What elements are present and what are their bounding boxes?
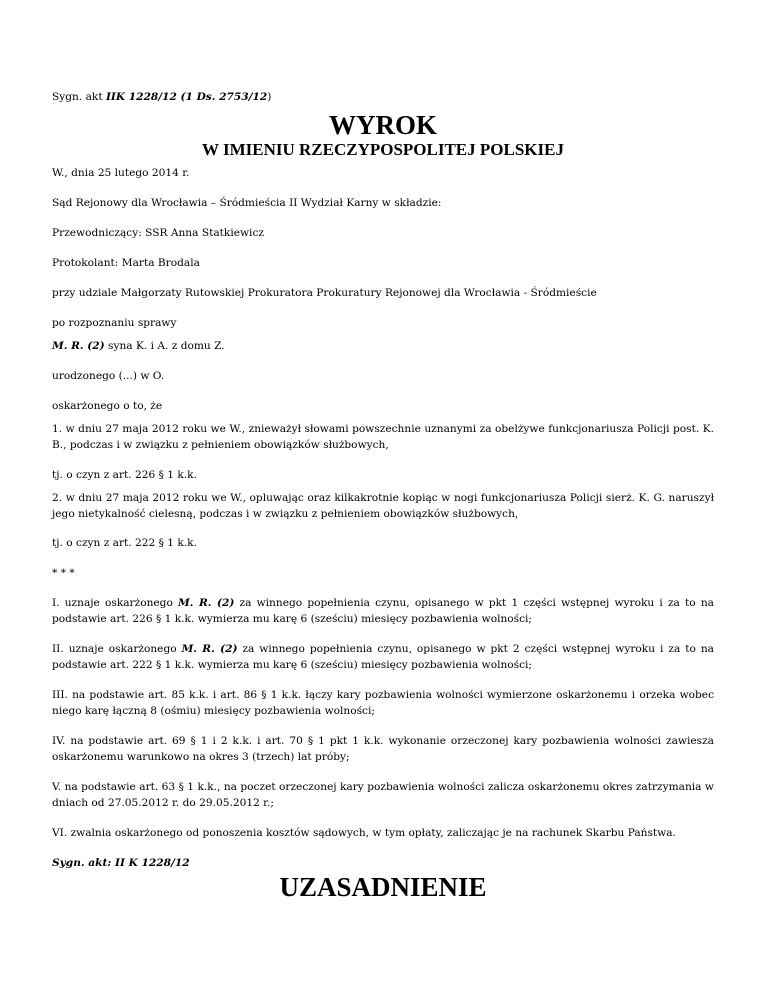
defendant-parents: syna K. i A. z domu Z. bbox=[104, 340, 225, 352]
verdict-point-4: IV. na podstawie art. 69 § 1 i 2 k.k. i art. 70 § 1 pkt 1 k.k. wykonanie orzeczonej kary pozbawienia wolności zawiesza oskarżonemu warunkowo na okres 3 (trzech) lat próby; bbox=[52, 735, 714, 763]
charge-2: 2. w dniu 27 maja 2012 roku we W., opluwając oraz kilkakrotnie kopiąc w nogi funkcjonariusza Policji sierż. K. G. naruszył jego nietykalność cielesną, podczas i w związku z pełnieniem obowiązków służbowych, bbox=[52, 492, 714, 520]
verdict-point-2-start: II. uznaje oskarżonego bbox=[52, 643, 182, 655]
section-separator: * * * bbox=[52, 567, 75, 579]
court-clerk: Protokolant: Marta Brodala bbox=[52, 257, 200, 269]
case-signature-suffix: ) bbox=[267, 91, 272, 103]
verdict-point-2-defendant: M. R. (2) bbox=[181, 643, 238, 655]
charge-2-article: tj. o czyn z art. 222 § 1 k.k. bbox=[52, 537, 197, 549]
verdict-point-2-rest: za winnego popełnienia czynu, opisanego w pkt 2 części wstępnej wyroku i za to na podstawie art. 222 § 1 k.k. wymierza mu karę 6 (sześciu) miesięcy pozbawienia wolności; bbox=[52, 643, 714, 671]
justification-heading: UZASADNIENIE bbox=[279, 872, 487, 902]
case-signature-prefix: Sygn. akt bbox=[52, 91, 106, 103]
verdict-point-1-rest: za winnego popełnienia czynu, opisanego w pkt 1 części wstępnej wyroku i za to na podstawie art. 226 § 1 k.k. wymierza mu karę 6 (sześciu) miesięcy pozbawienia wolności; bbox=[52, 597, 715, 625]
document-title: WYROK bbox=[329, 110, 437, 140]
verdict-point-3: III. na podstawie art. 85 k.k. i art. 86 § 1 k.k. łączy kary pozbawienia wolności wymierzone oskarżonemu i orzeka wobec niego karę łączną 8 (ośmiu) miesięcy pozbawienia wolności; bbox=[52, 689, 714, 717]
verdict-point-6: VI. zwalnia oskarżonego od ponoszenia kosztów sądowych, w tym opłaty, zaliczając je na rachunek Skarbu Państwa. bbox=[52, 827, 676, 839]
verdict-point-5: V. na podstawie art. 63 § 1 k.k., na poczet orzeczonej kary pozbawienia wolności zalicza oskarżonemu okres zatrzymania w dniach od 27.05.2012 r. do 29.05.2012 r.; bbox=[52, 781, 714, 809]
charge-1: 1. w dniu 27 maja 2012 roku we W., znieważył słowami powszechnie uznanymi za obelżywe funkcjonariusza Policji post. K. B., podczas i w związku z pełnieniem obowiązków służbowych, bbox=[52, 423, 714, 451]
court-composition: Sąd Rejonowy dla Wrocławia – Śródmieścia II Wydział Karny w składzie: bbox=[52, 197, 442, 209]
accused-line: oskarżonego o to, że bbox=[52, 400, 163, 412]
defendant-line bbox=[52, 338, 714, 354]
after-review-line: po rozpoznaniu sprawy bbox=[52, 317, 177, 329]
justification-case-reference: Sygn. akt: II K 1228/12 bbox=[52, 857, 190, 869]
birth-line: urodzonego (...) w O. bbox=[52, 370, 165, 382]
case-signature bbox=[52, 89, 714, 105]
verdict-point-1-start: I. uznaje oskarżonego bbox=[52, 597, 179, 609]
verdict-point-2 bbox=[52, 641, 714, 673]
charge-1-article: tj. o czyn z art. 226 § 1 k.k. bbox=[52, 469, 197, 481]
case-signature-number: IIK 1228/12 (1 Ds. 2753/12 bbox=[105, 91, 268, 103]
verdict-point-1-defendant: M. R. (2) bbox=[178, 597, 235, 609]
defendant-name: M. R. (2) bbox=[52, 340, 105, 352]
verdict-point-1 bbox=[52, 595, 714, 627]
prosecutor-line: przy udziale Małgorzaty Rutowskiej Prokuratora Prokuratury Rejonowej dla Wrocławia - Śródmieście bbox=[52, 287, 597, 299]
presiding-judge: Przewodniczący: SSR Anna Statkiewicz bbox=[52, 227, 264, 239]
verdict-date: W., dnia 25 lutego 2014 r. bbox=[52, 167, 190, 179]
document-subtitle: W IMIENIU RZECZYPOSPOLITEJ POLSKIEJ bbox=[202, 140, 564, 159]
